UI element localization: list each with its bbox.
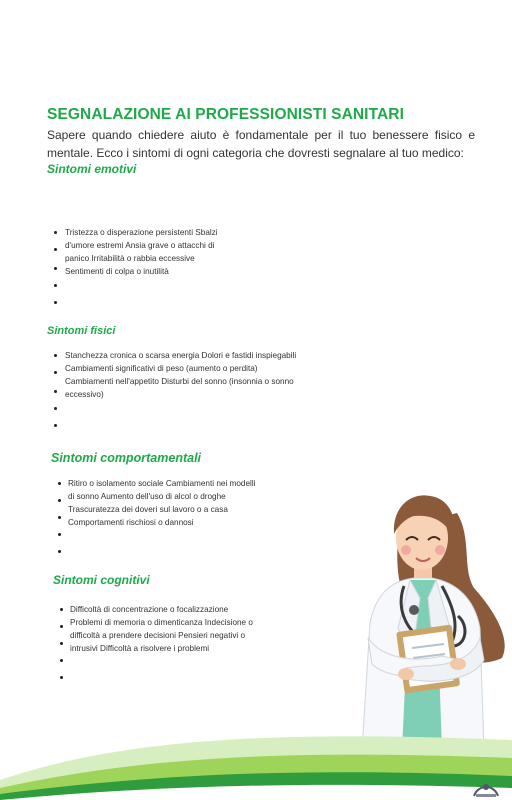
section-title-fisici: Sintomi fisici — [47, 325, 116, 337]
section-title-emotivi: Sintomi emotivi — [47, 162, 137, 176]
bullet-dot — [54, 424, 57, 427]
page-title: SEGNALAZIONE AI PROFESSIONISTI SANITARI — [47, 106, 404, 123]
bullet-text-emotivi: Tristezza o disperazione persistenti Sbalzi d'umore estremi Ansia grave o attacchi di panico Irritabilità o rabbia eccessive Sentimenti di colpa o inutilità — [65, 228, 218, 276]
bullet-dot — [54, 390, 57, 393]
bottom-wave-decoration — [0, 710, 512, 800]
bullet-dot — [60, 608, 63, 611]
bullet-text-fisici: Stanchezza cronica o scarsa energia Dolori e fastidi inspiegabili Cambiamenti significativi di peso (aumento o perdita) Cambiamenti nell'appetito Disturbi del sonno (insonnia o sonno eccessivo) — [65, 351, 297, 399]
bullet-dot — [54, 301, 57, 304]
logo-mark — [470, 778, 502, 798]
bullet-dot — [60, 642, 63, 645]
bullet-dot — [58, 533, 61, 536]
bullet-dot — [54, 354, 57, 357]
bullet-dot — [54, 267, 57, 270]
bullet-dot — [54, 371, 57, 374]
bullet-dot — [54, 407, 57, 410]
bullet-dot — [58, 499, 61, 502]
bullet-dot — [54, 248, 57, 251]
section-title-cognitivi: Sintomi cognitivi — [53, 573, 150, 587]
bullet-dot — [58, 516, 61, 519]
bullet-text-cognitivi: Difficoltà di concentrazione o focalizzazione Problemi di memoria o dimenticanza Indecisione o difficoltà a prendere decisioni Pensieri negativi o intrusivi Difficoltà a risolvere i problemi — [70, 605, 253, 653]
bullet-dot — [60, 676, 63, 679]
section-title-comportamentali: Sintomi comportamentali — [51, 451, 202, 465]
bullet-dot — [60, 659, 63, 662]
intro-paragraph: Sapere quando chiedere aiuto è fondamentale per il tuo benessere fisico e mentale. Ecco i sintomi di ogni categoria che dovresti segnalare al tuo medico: — [47, 128, 475, 160]
bullet-dot — [60, 625, 63, 628]
bullet-dot — [58, 482, 61, 485]
bullet-dot — [54, 231, 57, 234]
bullet-dot — [58, 550, 61, 553]
bullet-text-comportamentali: Ritiro o isolamento sociale Cambiamenti nei modelli di sonno Aumento dell'uso di alcol o droghe Trascuratezza dei doveri sul lavoro o a casa Comportamenti rischiosi o dannosi — [68, 479, 256, 527]
bullet-dot — [54, 284, 57, 287]
